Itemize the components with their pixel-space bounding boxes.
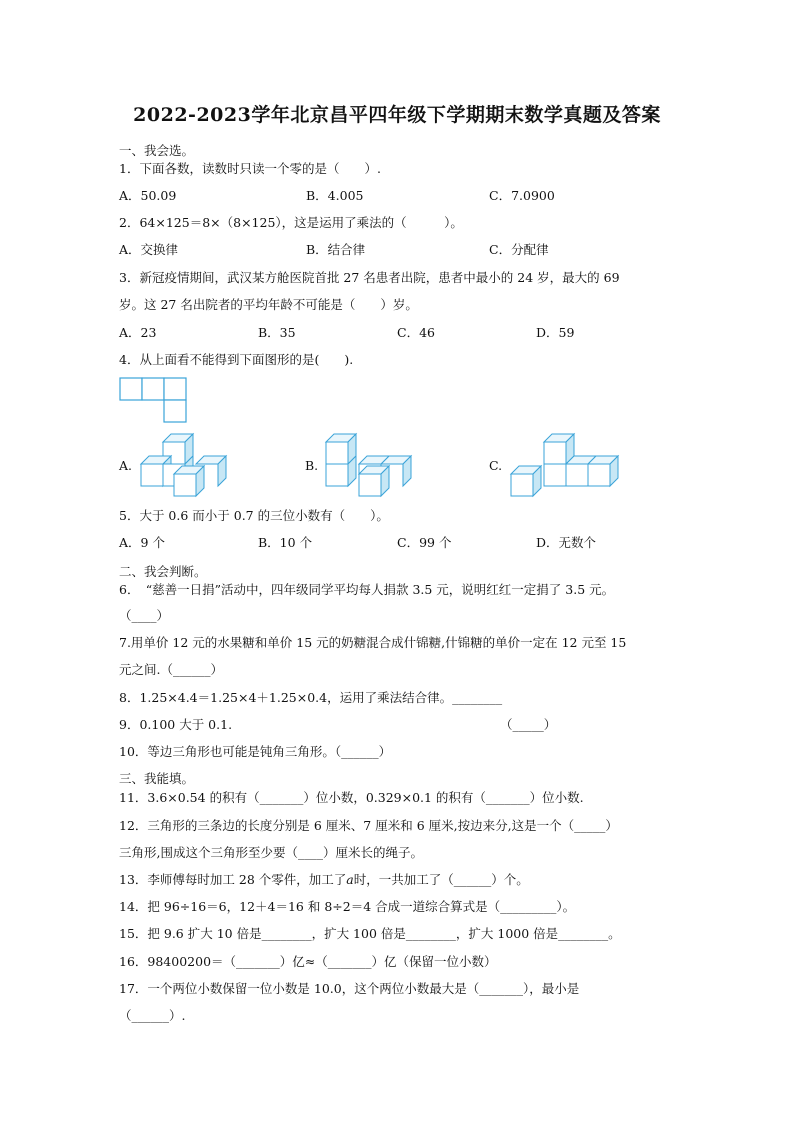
question-11: 11．3.6×0.54 的积有（_______）位小数，0.329×0.1 的积有（_______）位小数. [119,790,584,805]
question-17-line-1: 17．一个两位小数保留一位小数是 10.0，这个两位小数最大是（_______），最小是 [119,981,580,996]
q4-figure-c-cubes [508,430,630,500]
question-15: 15．把 9.6 扩大 10 倍是________，扩大 100 倍是________，扩大 1000 倍是________。 [119,926,621,941]
q4-figure-b-cubes [323,430,415,500]
question-13-variable: a [346,872,354,887]
question-17-line-2: （______）. [119,1008,186,1023]
question-13-before: 13．李师傅每时加工 28 个零件，加工了 [119,872,347,887]
section-heading-fill: 三、我能填。 [119,771,195,786]
question-3-line-1: 3．新冠疫情期间，武汉某方舱医院首批 27 名患者出院，患者中最小的 24 岁，最大的 69 [119,270,620,285]
q3-option-a: A．23 [119,325,157,340]
q5-option-a: A．9 个 [119,535,165,550]
question-12-line-2: 三角形,围成这个三角形至少要（____）厘米长的绳子。 [119,845,423,860]
q4-figure-a-cubes [138,430,230,500]
question-4: 4．从上面看不能得到下面图形的是( ). [119,352,354,367]
page-title: 2022-2023学年北京昌平四年级下学期期末数学真题及答案 [133,104,661,126]
question-9: 9．0.100 大于 0.1. [119,717,233,732]
q5-option-b: B．10 个 [258,535,313,550]
question-13-after: 时，一共加工了（______）个。 [353,872,529,887]
q2-option-a: A．交换律 [119,242,179,257]
question-14: 14．把 96÷16＝6，12＋4＝16 和 8÷2＝4 合成一道综合算式是（_________）。 [119,899,576,914]
question-9-blank: （_____） [500,717,557,732]
question-12-line-1: 12．三角形的三条边的长度分别是 6 厘米、7 厘米和 6 厘米,按边来分,这是一个（_____） [119,818,618,833]
section-heading-choose: 一、我会选。 [119,143,195,158]
q3-option-c: C．46 [397,325,435,340]
question-7-line-2: 元之间.（______） [119,662,223,677]
q3-option-d: D．59 [536,325,575,340]
q4-option-a-label: A. [119,458,133,473]
question-3-line-2: 岁。这 27 名出院者的平均年龄不可能是（ ）岁。 [119,297,418,312]
q1-option-a: A．50.09 [119,188,177,203]
section-heading-judge: 二、我会判断。 [119,564,207,579]
q5-option-c: C．99 个 [397,535,452,550]
question-10: 10．等边三角形也可能是钝角三角形。（______） [119,744,392,759]
q1-option-c: C．7.0900 [489,188,555,203]
top-view-grid-figure [119,377,191,425]
question-16: 16．98400200＝（_______）亿≈（_______）亿（保留一位小数） [119,954,497,969]
question-1: 1．下面各数，读数时只读一个零的是（ ）. [119,161,381,176]
q1-option-b: B．4.005 [306,188,364,203]
question-7-line-1: 7.用单价 12 元的水果糖和单价 15 元的奶糖混合成什锦糖,什锦糖的单价一定在 12 元至 15 [119,635,627,650]
question-5: 5．大于 0.6 而小于 0.7 的三位小数有（ ）。 [119,508,389,523]
q2-option-b: B．结合律 [306,242,366,257]
q4-option-b-label: B. [305,458,319,473]
question-13 [119,872,529,888]
question-8: 8．1.25×4.4＝1.25×4＋1.25×0.4，运用了乘法结合律。________ [119,690,503,705]
q5-option-d: D．无数个 [536,535,597,550]
question-2: 2．64×125＝8×（8×125），这是运用了乘法的（ ）。 [119,215,463,230]
q2-option-c: C．分配律 [489,242,549,257]
question-6-line-2: （____） [119,608,170,623]
question-6-line-1: 6． “慈善一日捐”活动中，四年级同学平均每人捐款 3.5 元，说明红红一定捐了 3.5 元。 [119,582,615,597]
q3-option-b: B．35 [258,325,296,340]
q4-option-c-label: C. [489,458,503,473]
